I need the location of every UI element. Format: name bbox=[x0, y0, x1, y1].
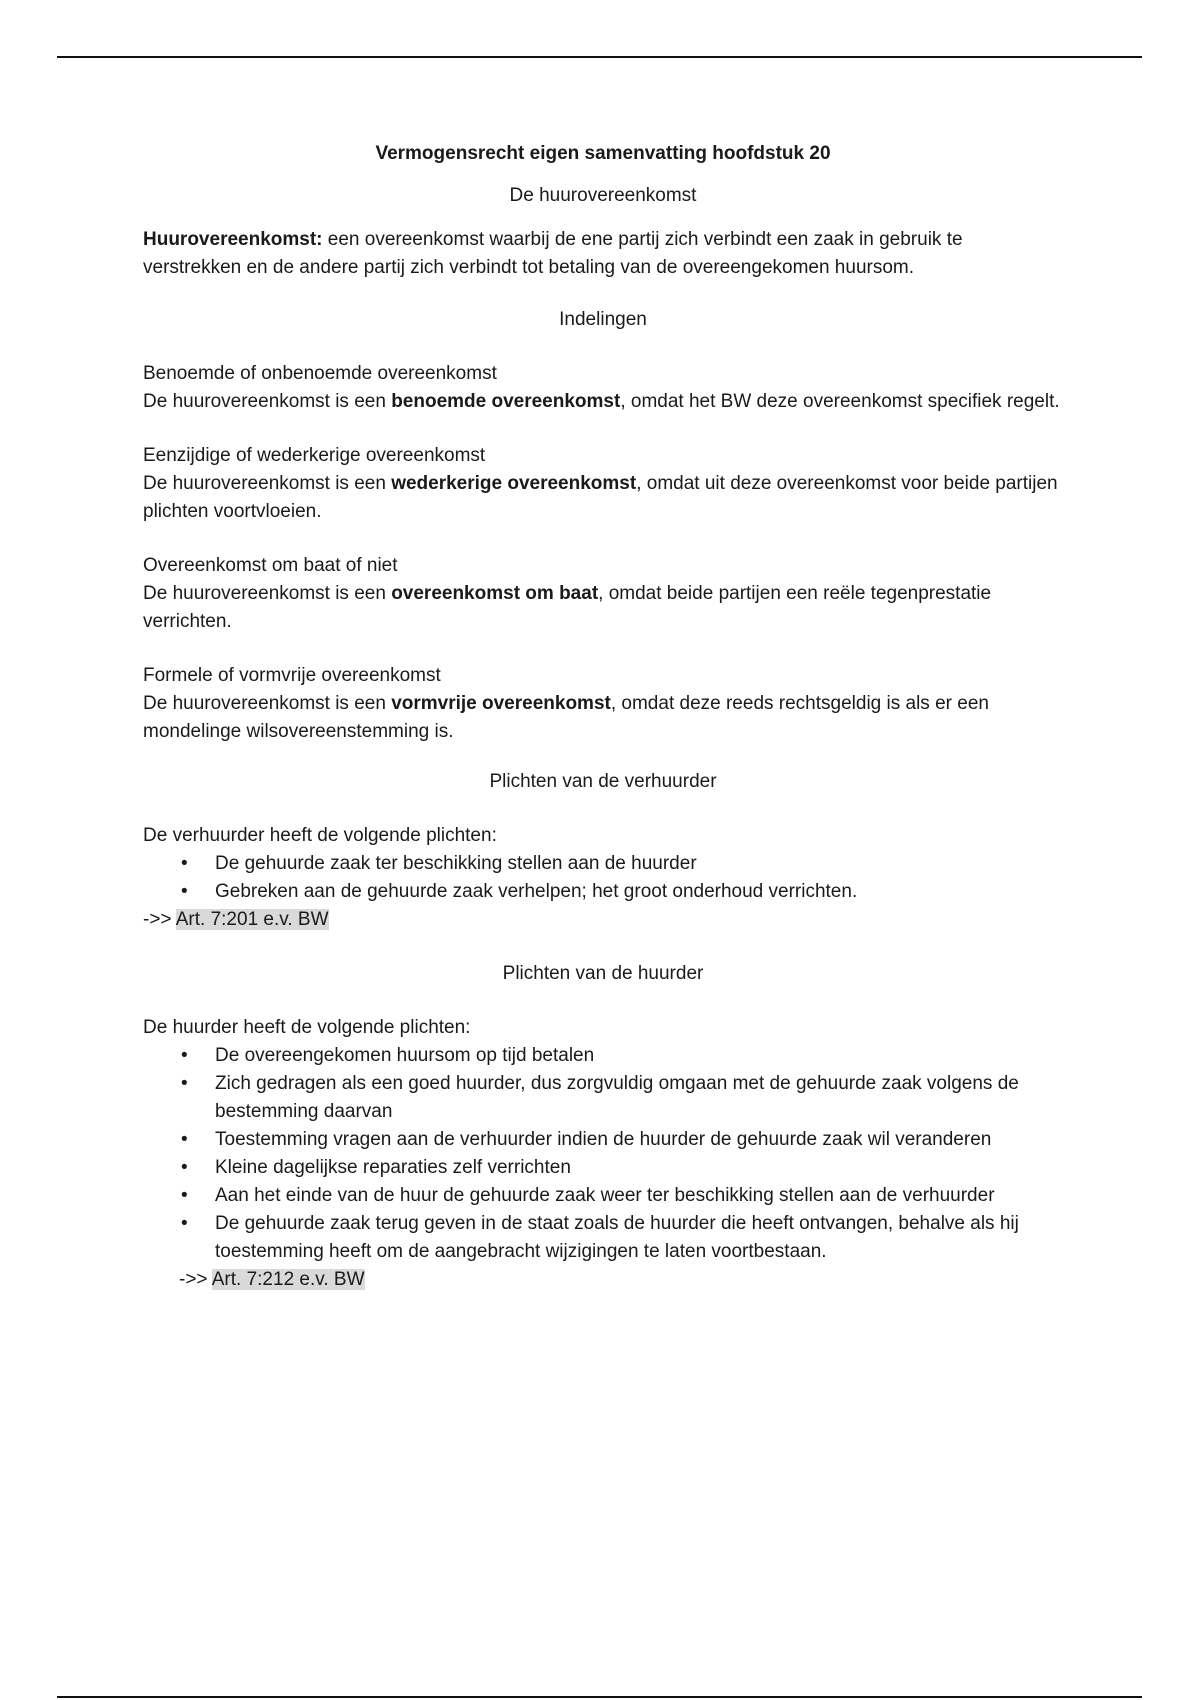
list-item: • Aan het einde van de huur de gehuurde zaak weer ter beschikking stellen aan de verhuurder bbox=[143, 1182, 1063, 1210]
indeling-block bbox=[143, 662, 1063, 746]
indeling-heading: Eenzijdige of wederkerige overeenkomst bbox=[143, 445, 486, 466]
bullet-icon: • bbox=[181, 881, 188, 902]
bottom-rule bbox=[57, 1696, 1142, 1698]
document-page bbox=[143, 140, 1063, 1320]
bullet-icon: • bbox=[181, 1129, 188, 1150]
indeling-text: De huurovereenkomst is een vormvrije overeenkomst, omdat deze reeds rechtsgeldig is als er een mondelinge wilsovereenstemming is. bbox=[143, 693, 989, 742]
indeling-heading: Formele of vormvrije overeenkomst bbox=[143, 665, 441, 686]
article-reference: Art. 7:212 e.v. BW bbox=[211, 1269, 365, 1290]
indeling-text: De huurovereenkomst is een wederkerige overeenkomst, omdat uit deze overeenkomst voor beide partijen plichten voortvloeien. bbox=[143, 473, 1058, 522]
list-item: • De overeengekomen huursom op tijd betalen bbox=[143, 1042, 1063, 1070]
bullet-icon: • bbox=[181, 1213, 188, 1234]
list-item: • De gehuurde zaak ter beschikking stellen aan de huurder bbox=[143, 850, 1063, 878]
article-reference: Art. 7:201 e.v. BW bbox=[175, 909, 329, 930]
bullet-icon: • bbox=[181, 1073, 188, 1094]
top-rule bbox=[57, 56, 1142, 58]
definition-text: een overeenkomst waarbij de ene partij zich verbindt een zaak in gebruik te verstrekken en de andere partij zich verbindt tot betaling van de overeengekomen huursom. bbox=[143, 229, 963, 278]
indeling-text: De huurovereenkomst is een overeenkomst om baat, omdat beide partijen een reële tegenprestatie verrichten. bbox=[143, 583, 992, 632]
huurder-reference: ->> Art. 7:212 e.v. BW bbox=[179, 1269, 365, 1290]
indeling-block bbox=[143, 552, 1063, 636]
section-heading-verhuurder: Plichten van de verhuurder bbox=[489, 771, 717, 792]
huurder-intro: De huurder heeft de volgende plichten: bbox=[143, 1017, 471, 1038]
bullet-icon: • bbox=[181, 853, 188, 874]
verhuurder-list bbox=[143, 850, 1063, 906]
list-item: • Zich gedragen als een goed huurder, dus zorgvuldig omgaan met de gehuurde zaak volgens de bestemming daarvan bbox=[143, 1070, 1063, 1126]
page-title: Vermogensrecht eigen samenvatting hoofdstuk 20 bbox=[375, 143, 831, 164]
indeling-heading: Benoemde of onbenoemde overeenkomst bbox=[143, 363, 497, 384]
definition-paragraph bbox=[143, 226, 1063, 282]
bullet-icon: • bbox=[181, 1185, 188, 1206]
bullet-icon: • bbox=[181, 1157, 188, 1178]
list-item: • De gehuurde zaak terug geven in de staat zoals de huurder die heeft ontvangen, behalve als hij toestemming heeft om de aangebracht wijzigingen te laten voortbestaan. bbox=[143, 1210, 1063, 1266]
section-heading-huurder: Plichten van de huurder bbox=[502, 963, 704, 984]
indeling-text: De huurovereenkomst is een benoemde overeenkomst, omdat het BW deze overeenkomst specifiek regelt. bbox=[143, 391, 1060, 412]
list-item: • Kleine dagelijkse reparaties zelf verrichten bbox=[143, 1154, 1063, 1182]
bullet-icon: • bbox=[181, 1045, 188, 1066]
section-heading-indelingen: Indelingen bbox=[559, 309, 647, 330]
subtitle: De huurovereenkomst bbox=[509, 185, 697, 206]
indeling-block bbox=[143, 360, 1063, 416]
verhuurder-intro: De verhuurder heeft de volgende plichten: bbox=[143, 825, 497, 846]
list-item: • Toestemming vragen aan de verhuurder indien de huurder de gehuurde zaak wil veranderen bbox=[143, 1126, 1063, 1154]
indeling-block bbox=[143, 442, 1063, 526]
verhuurder-reference: ->> Art. 7:201 e.v. BW bbox=[143, 909, 329, 930]
list-item: • Gebreken aan de gehuurde zaak verhelpen; het groot onderhoud verrichten. bbox=[143, 878, 1063, 906]
definition-term: Huurovereenkomst: bbox=[143, 229, 323, 250]
indeling-heading: Overeenkomst om baat of niet bbox=[143, 555, 398, 576]
huurder-list bbox=[143, 1042, 1063, 1266]
